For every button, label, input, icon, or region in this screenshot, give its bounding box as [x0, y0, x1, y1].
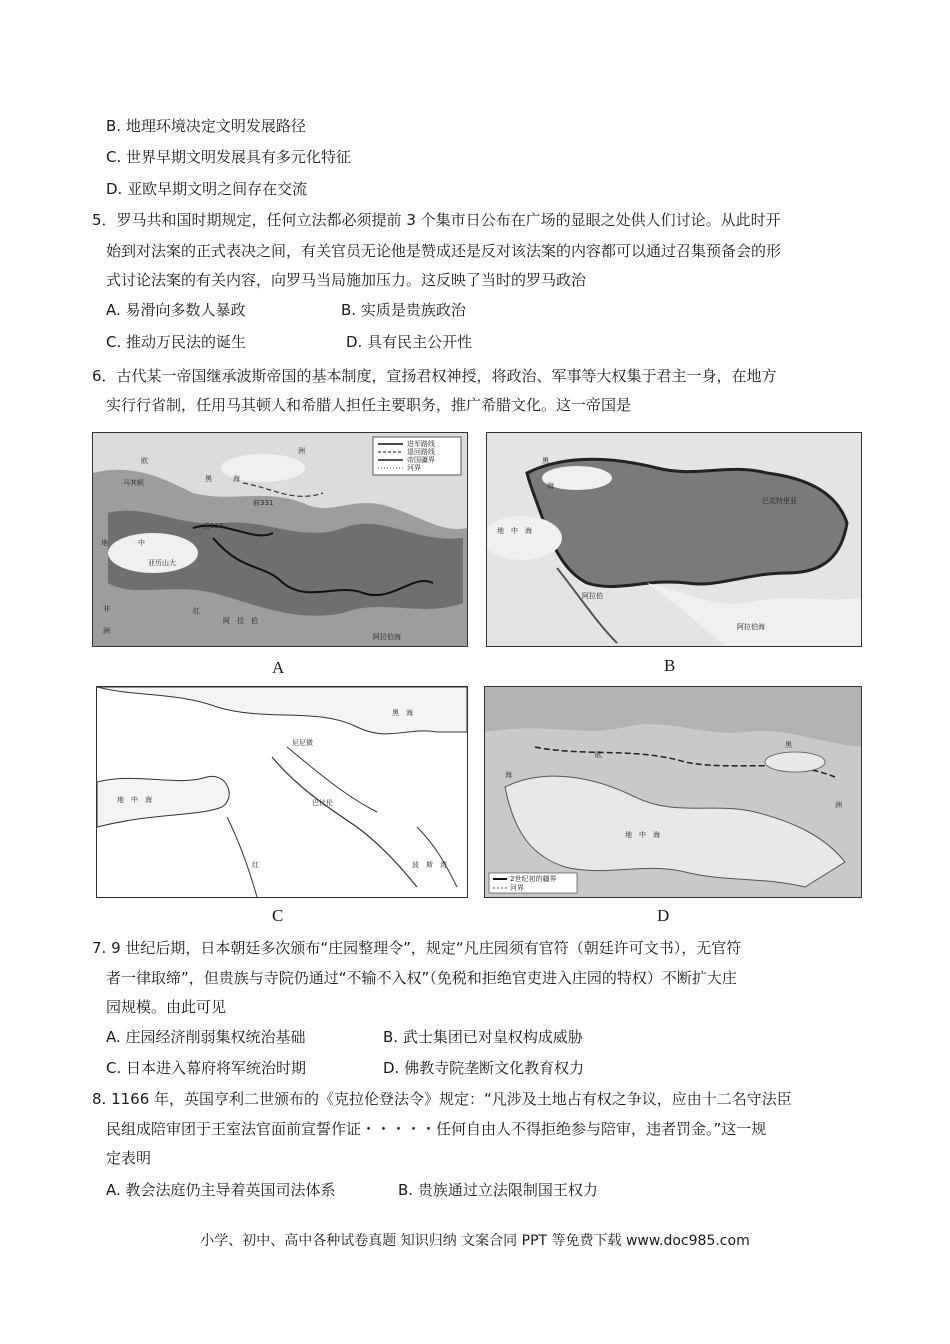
q5-option-b: B. 实质是贵族政治: [341, 301, 466, 319]
q4-option-b: B. 地理环境决定文明发展路径: [106, 117, 306, 135]
q8-option-b: B. 贵族通过立法限制国王权力: [398, 1181, 598, 1199]
q5-option-c: C. 推动万民法的诞生: [106, 333, 247, 351]
page-footer: 小学、初中、高中各种试卷真题 知识归纳 文案合同 PPT 等免费下载 www.doc985.com: [200, 1233, 750, 1249]
map-d-legend-2: 河界: [510, 884, 524, 892]
q4-option-c: C. 世界早期文明发展具有多元化特征: [106, 148, 352, 166]
q7-stem-line-3: 园规模。由此可见: [106, 998, 227, 1016]
map-c: [96, 686, 468, 898]
q8-stem-line-3: 定表明: [106, 1149, 152, 1167]
map-a-mediterranean-1: 地: [101, 539, 108, 547]
map-b-black-sea: 黑: [542, 457, 549, 465]
map-b-bactria: 巴克特里亚: [762, 497, 797, 505]
q6-stem-line-2: 实行行省制，任用马其顿人和希腊人担任主要职务，推广希腊文化。这一帝国是: [106, 396, 632, 414]
map-a-b331: 前331: [253, 499, 274, 507]
map-a: [92, 432, 468, 647]
q5-stem-line-1: 5．罗马共和国时期规定，任何立法都必须提前 3 个集市日公布在广场的显眼之处供人们讨论。从此时开: [92, 211, 781, 229]
map-c-babylon: 巴比伦: [312, 799, 333, 807]
map-a-arabia: 阿 拉 伯: [223, 617, 258, 625]
map-c-nineveh: 尼尼微: [292, 739, 313, 747]
map-a-macedon: 马其顿: [123, 479, 144, 487]
q5-stem-line-3: 式讨论法案的有关内容，向罗马当局施加压力。这反映了当时的罗马政治: [106, 271, 587, 289]
map-a-sea: 海: [233, 475, 240, 483]
map-c-persian-gulf: 波 斯 湾: [412, 861, 447, 869]
q8-option-a: A. 教会法庭仍主导着英国司法体系: [106, 1181, 336, 1199]
map-a-africa-1: 非: [103, 605, 110, 613]
map-b-mediterranean: 地 中 海: [497, 527, 532, 535]
map-b: [486, 432, 862, 647]
map-a-alexandria: 亚历山大: [148, 559, 176, 567]
map-c-mediterranean: 地 中 海: [117, 796, 152, 804]
q8-stem-line-2: 民组成陪审团于王室法官面前宣誓作证・・・・・任何自由人不得拒绝参与陪审，违者罚金。”这一规: [106, 1120, 767, 1138]
q7-option-b: B. 武士集团已对皇权构成威胁: [383, 1028, 583, 1046]
map-a-legend-3: 帝国疆界: [407, 456, 435, 464]
map-d: [484, 686, 862, 898]
map-a-legend-4: 河界: [407, 464, 421, 472]
map-b-arabian-sea: 阿拉伯海: [737, 623, 765, 631]
map-d-asia: 洲: [835, 801, 842, 809]
q4-option-d: D. 亚欧早期文明之间存在交流: [106, 180, 308, 198]
map-d-label: D: [657, 906, 670, 925]
map-a-mediterranean-2: 中: [138, 539, 145, 547]
q6-stem-line-1: 6．古代某一帝国继承波斯帝国的基本制度，宣扬君权神授，将政治、军事等大权集于君主一身，在地方: [92, 367, 777, 385]
map-a-black-sea: 黑: [205, 475, 212, 483]
map-a-red: 红: [193, 607, 200, 615]
map-a-arabian-sea: 阿拉伯海: [373, 633, 401, 641]
map-a-label: A: [272, 658, 285, 677]
map-d-mediterranean: 地 中 海: [625, 831, 660, 839]
map-a-legend-2: 退回路线: [407, 448, 435, 456]
map-a-africa-2: 洲: [103, 627, 110, 635]
q5-option-a: A. 易滑向多数人暴政: [106, 301, 246, 319]
q7-option-a: A. 庄园经济削弱集权统治基础: [106, 1028, 306, 1046]
map-b-sea: 海: [547, 482, 554, 490]
map-a-b333: 前333: [203, 522, 224, 530]
q7-stem-line-1: 7. 9 世纪后期，日本朝廷多次颁布“庄园整理令”，规定“凡庄园须有官符（朝廷许可文书），无官符: [92, 939, 742, 957]
map-panel: [92, 430, 862, 930]
map-c-red: 红: [252, 861, 259, 869]
q7-option-d: D. 佛教寺院垄断文化教育权力: [383, 1059, 585, 1077]
map-b-arabia: 阿拉伯: [582, 592, 603, 600]
q5-option-d: D. 具有民主公开性: [346, 333, 473, 351]
map-d-sea: 海: [505, 771, 512, 779]
map-d-black-sea: 黑: [785, 741, 792, 749]
map-d-legend-1: 2世纪初的疆界: [510, 875, 557, 883]
q7-option-c: C. 日本进入幕府将军统治时期: [106, 1059, 307, 1077]
q5-stem-line-2: 始到对法案的正式表决之间，有关官员无论他是赞成还是反对该法案的内容都可以通过召集预备会的形: [106, 242, 782, 260]
q8-stem-line-1: 8. 1166 年，英国亨利二世颁布的《克拉伦登法令》规定：“凡涉及土地占有权之争议，应由十二名守法臣: [92, 1090, 792, 1108]
map-c-label: C: [272, 906, 284, 925]
map-a-europe: 欧: [141, 457, 148, 465]
map-b-label: B: [664, 656, 676, 675]
map-a-legend-1: 进军路线: [407, 440, 435, 448]
q7-stem-line-2: 者一律取缔”，但贵族与寺院仍通过“不输不入权”（免税和拒绝官吏进入庄园的特权）不断扩大庄: [106, 969, 737, 987]
map-c-black-sea: 黑 海: [392, 709, 413, 717]
map-a-continent: 洲: [298, 447, 305, 455]
map-d-europe: 欧: [595, 751, 602, 759]
